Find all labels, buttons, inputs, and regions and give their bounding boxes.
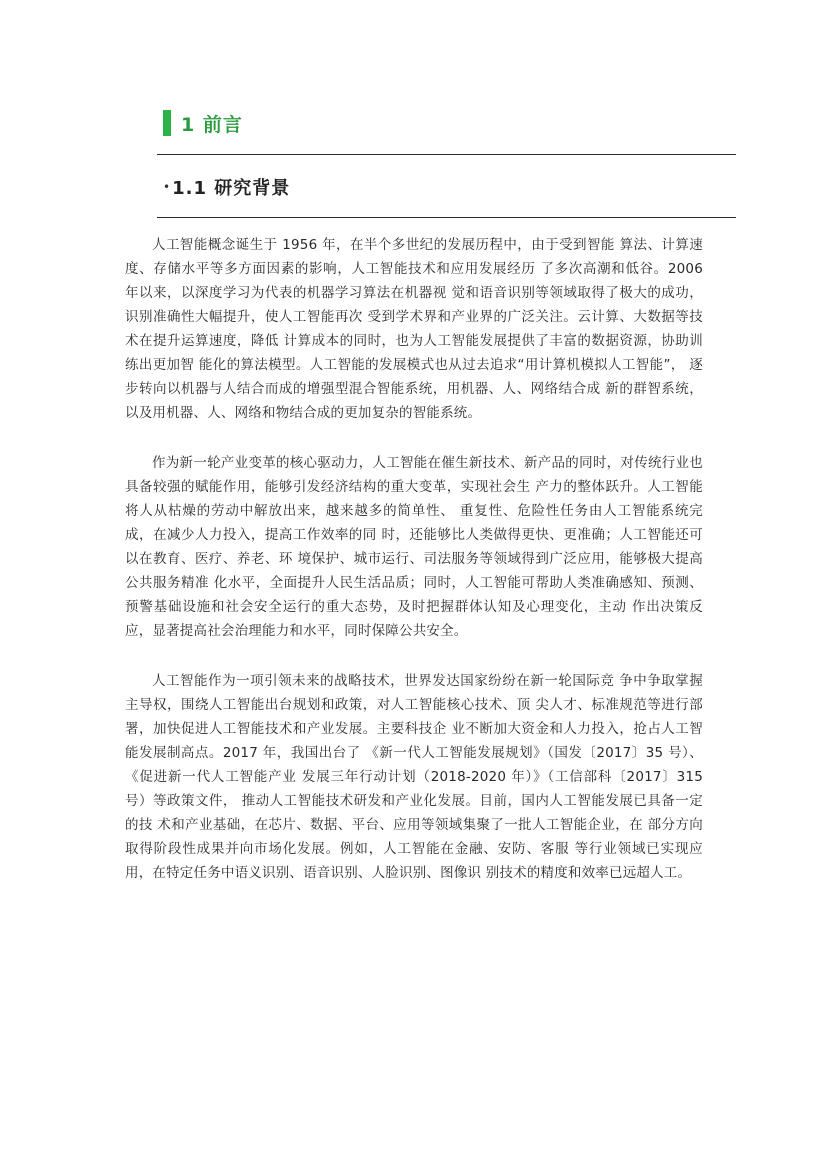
chapter-divider <box>157 154 736 155</box>
section-title: 1.1 研究背景 <box>172 178 291 199</box>
paragraph-2: 作为新一轮产业变革的核心驱动力，人工智能在催生新技术、新产品的同时，对传统行业也具备较强的赋能作用，能够引发经济结构的重大变革，实现社会生 产力的整体跃升。人工智能将人从枯燥的劳动中解放出来，越来越多的简单性、 重复性、危险性任务由人工智能系统完成，在减少人力投入，提高工作效率的同 时，还能够比人类做得更快、更准确；人工智能还可以在教育、医疗、养老、环 境保护、城市运行、司法服务等领域得到广泛应用，能够极大提高公共服务精准 化水平，全面提升人民生活品质；同时，人工智能可帮助人类准确感知、预测、 预警基础设施和社会安全运行的重大态势，及时把握群体认知及心理变化，主动 作出决策反应，显著提高社会治理能力和水平，同时保障公共安全。 <box>125 455 703 639</box>
chapter-heading <box>163 108 243 138</box>
paragraph-1: 人工智能概念诞生于 1956 年，在半个多世纪的发展历程中，由于受到智能 算法、计算速度、存储水平等多方面因素的影响，人工智能技术和应用发展经历 了多次高潮和低谷。2006 年以来，以深度学习为代表的机器学习算法在机器视 觉和语音识别等领域取得了极大的成功，识别准确性大幅提升，使人工智能再次 受到学术界和产业界的广泛关注。云计算、大数据等技术在提升运算速度，降低 计算成本的同时，也为人工智能发展提供了丰富的数据资源，协助训练出更加智 能化的算法模型。人工智能的发展模式也从过去追求“用计算机模拟人工智能”， 逐步转向以机器与人结合而成的增强型混合智能系统，用机器、人、网络结合成 新的群智系统，以及用机器、人、网络和物结合成的更加复杂的智能系统。 <box>125 237 703 421</box>
chapter-accent-bar <box>163 110 171 136</box>
chapter-title: 1 前言 <box>181 113 243 136</box>
paragraph-3: 人工智能作为一项引领未来的战略技术，世界发达国家纷纷在新一轮国际竞 争中争取掌握主导权，围绕人工智能出台规划和政策，对人工智能核心技术、顶 尖人才、标准规范等进行部署，加快促进人工智能技术和产业发展。主要科技企 业不断加大资金和人力投入，抢占人工智能发展制高点。2017 年，我国出台了 《新一代人工智能发展规划》（国发〔2017〕35 号）、《促进新一代人工智能产业 发展三年行动计划（2018-2020 年）》（工信部科〔2017〕315 号）等政策文件， 推动人工智能技术研发和产业化发展。目前，国内人工智能发展已具备一定的技 术和产业基础，在芯片、数据、平台、应用等领域集聚了一批人工智能企业，在 部分方向取得阶段性成果并向市场化发展。例如，人工智能在金融、安防、客服 等行业领域已实现应用，在特定任务中语义识别、语音识别、人脸识别、图像识 别技术的精度和效率已远超人工。 <box>125 673 703 881</box>
body-text <box>125 233 703 911</box>
section-heading <box>163 172 290 202</box>
section-divider <box>157 217 736 218</box>
section-bullet-icon: • <box>163 180 171 194</box>
